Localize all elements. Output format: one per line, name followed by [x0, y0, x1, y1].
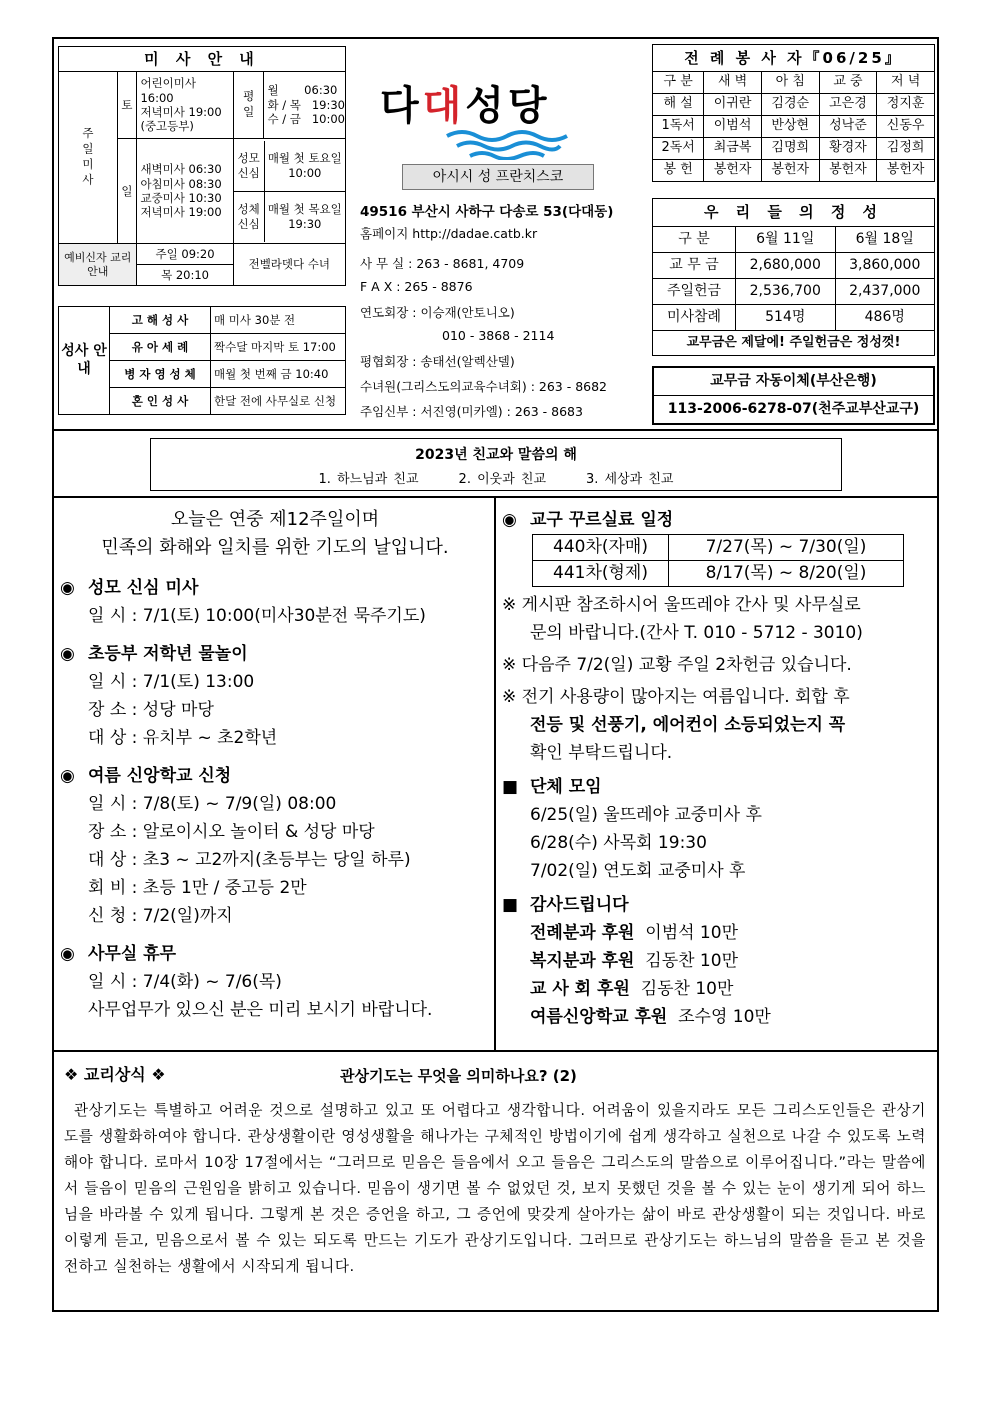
offerings-table — [652, 198, 935, 356]
sacrament-info: 한달 전에 사무실로 신청 — [211, 388, 346, 415]
right-announcements — [502, 506, 930, 1031]
catechism-subtitle: 관상기도는 무엇을 의미하나요? (2) — [340, 1067, 577, 1085]
parish-logo — [380, 66, 620, 136]
weekday-masses: 월 06:30 화 / 목 19:30 수 / 금 10:00 — [264, 72, 346, 139]
marian-label: 성모 신심 — [234, 141, 265, 192]
parish-address: 49516 부산시 사하구 다송로 53(다대동) — [360, 204, 614, 220]
patron-saint: 아시시 성 프란치스코 — [402, 164, 594, 190]
intro-line-2: 민족의 화해와 일치를 위한 기도의 날입니다. — [101, 537, 449, 558]
target-bullet-icon: ◉ — [60, 578, 75, 598]
announcement-line: 대 상 : 유치부 ~ 초2학년 — [88, 728, 278, 748]
announcement-line: 일 시 : 7/8(토) ~ 7/9(일) 08:00 — [88, 794, 337, 814]
saturday-masses: 어린이미사 16:00 저녁미사 19:00 (중고등부) — [137, 72, 233, 139]
section-title: 성모 신심 미사 — [88, 578, 199, 598]
notice-line: ※ 게시판 참조하시어 울뜨레야 간사 및 사무실로 — [502, 595, 861, 615]
logo-glyph: 대 — [422, 83, 466, 129]
announcement-line: 사무업무가 있으신 분은 미리 보시기 바랍니다. — [88, 1000, 433, 1020]
cursillo-table — [532, 534, 904, 587]
square-bullet-icon: ■ — [502, 895, 519, 915]
notice-line: ※ 전기 사용량이 많아지는 여름입니다. 회합 후 — [502, 687, 850, 707]
table-row: 440차(자매) 7/27(목) ~ 7/30(일) — [533, 535, 904, 561]
bank-transfer-box — [652, 366, 935, 425]
sunday-mass-label: 주일미사 — [59, 72, 118, 244]
square-bullet-icon: ■ — [502, 777, 519, 797]
sacrament-info: 매월 첫 번째 금 10:40 — [211, 361, 346, 388]
announcement-line: 장 소 : 알로이시오 놀이터 & 성당 마당 — [88, 822, 375, 842]
pastor-contact: 주임신부 : 서진영(미카엘) : 263 - 8683 — [360, 404, 583, 419]
group-meeting: 7/02(일) 연도회 교중미사 후 — [530, 861, 746, 881]
council-phone: 010 - 3868 - 2114 — [442, 328, 555, 343]
logo-glyph: 성 — [465, 83, 508, 129]
announcement-line: 일 시 : 7/1(토) 10:00(미사30분전 묵주기도) — [88, 606, 426, 626]
section-title: 감사드립니다 — [530, 895, 629, 915]
logo-glyph: 다 — [380, 83, 423, 129]
council-chair: 연도회장 : 이승재(안토니오) — [360, 305, 515, 320]
thanks-item: 여름신앙학교 후원 조수영 10만 — [530, 1007, 771, 1027]
offerings-title: 우 리 들 의 정 성 — [653, 199, 935, 227]
sisters-contact: 수녀원(그리스도의교육수녀회) : 263 - 8682 — [360, 379, 608, 394]
target-bullet-icon: ◉ — [60, 944, 75, 964]
sacrament-name: 혼 인 성 사 — [110, 388, 211, 415]
servers-header: 구 분 — [653, 72, 704, 94]
column-divider — [494, 496, 496, 1050]
sacrament-name: 유 아 세 례 — [110, 334, 211, 361]
section-title: 사무실 휴무 — [88, 944, 177, 964]
table-row: 441차(형제) 8/17(목) ~ 8/20(일) — [533, 561, 904, 587]
servers-header: 새 벽 — [704, 72, 762, 94]
announcement-line: 신 청 : 7/2(일)까지 — [88, 906, 233, 926]
divider — [52, 429, 939, 431]
sacraments-table — [58, 306, 346, 415]
offerings-header: 구 분 — [653, 227, 736, 253]
mass-title: 미 사 안 내 — [59, 47, 346, 72]
table-row: 봉 헌 봉헌자 봉헌자 봉헌자 봉헌자 — [653, 160, 935, 182]
catechumen-sun: 주일 09:20 — [137, 244, 233, 265]
saturday-label: 토 — [117, 72, 137, 139]
thanks-item: 전례분과 후원 이범석 10만 — [530, 923, 738, 943]
target-bullet-icon: ◉ — [60, 644, 75, 664]
wave-icon — [442, 128, 572, 160]
target-bullet-icon: ◉ — [60, 766, 75, 786]
sacrament-name: 병 자 영 성 체 — [110, 361, 211, 388]
announcement-line: 장 소 : 성당 마당 — [88, 700, 214, 720]
target-bullet-icon: ◉ — [502, 510, 517, 530]
section-title: 초등부 저학년 물놀이 — [88, 644, 248, 664]
office-phone: 사 무 실 : 263 - 8681, 4709 — [360, 256, 525, 271]
homepage-link[interactable]: 홈페이지 http://dadae.catb.kr — [360, 226, 538, 241]
eucharist-label: 성체 신심 — [234, 191, 265, 242]
marian-time: 매월 첫 토요일 10:00 — [264, 141, 345, 192]
sun-label: 일 — [117, 139, 137, 244]
liturgy-servers-table — [652, 44, 935, 182]
offerings-header: 6월 18일 — [835, 227, 935, 253]
fax-number: F A X : 265 - 8876 — [360, 279, 473, 294]
group-meeting: 6/28(수) 사목회 19:30 — [530, 833, 707, 853]
year-theme-items: 1. 하느님과 친교 2. 이웃과 친교 3. 세상과 친교 — [318, 472, 674, 487]
group-meeting: 6/25(일) 울뜨레야 교중미사 후 — [530, 805, 762, 825]
parish-name — [380, 74, 551, 131]
sacrament-info: 매 미사 30분 전 — [211, 307, 346, 334]
table-row: 해 설 이귀란 김경순 고은경 정지훈 — [653, 94, 935, 116]
offerings-note: 교무금은 제달에! 주일헌금은 정성껏! — [653, 331, 935, 356]
catechumen-teacher: 전벨라뎃다 수녀 — [233, 244, 345, 286]
lay-chair: 평협회장 : 송태선(알렉산델) — [360, 354, 515, 369]
bank-title: 교무금 자동이체(부산은행) — [654, 368, 933, 396]
section-title: 여름 신앙학교 신청 — [88, 766, 232, 786]
servers-header: 저 녁 — [877, 72, 935, 94]
sacrament-name: 고 해 성 사 — [110, 307, 211, 334]
announcement-line: 일 시 : 7/1(토) 13:00 — [88, 672, 255, 692]
table-row: 1독서 이범석 반상현 성낙준 신동우 — [653, 116, 935, 138]
catechumen-label: 예비신자 교리안내 — [59, 244, 137, 286]
thanks-item: 교 사 회 후원 김동찬 10만 — [530, 979, 734, 999]
table-row: 미사참례 514명 486명 — [653, 305, 935, 331]
left-announcements — [60, 506, 490, 1024]
notice-line: ※ 다음주 7/2(일) 교황 주일 2차헌금 있습니다. — [502, 655, 852, 675]
announcement-line: 일 시 : 7/4(화) ~ 7/6(목) — [88, 972, 282, 992]
year-theme-title: 2023년 친교와 말씀의 해 — [415, 447, 577, 463]
notice-line: 전등 및 선풍기, 에어컨이 소등되었는지 꼭 — [530, 715, 846, 735]
mass-schedule-table — [58, 46, 346, 286]
weekday-label: 평일 — [233, 72, 264, 139]
table-row: 주일헌금 2,536,700 2,437,000 — [653, 279, 935, 305]
logo-glyph: 당 — [507, 83, 551, 129]
table-row: 2독서 최금복 김명희 황경자 김정희 — [653, 138, 935, 160]
table-row: 교 무 금 2,680,000 3,860,000 — [653, 253, 935, 279]
servers-header: 교 중 — [819, 72, 877, 94]
servers-title: 전 례 봉 사 자『06/25』 — [653, 45, 935, 72]
sacrament-info: 짝수달 마지막 토 17:00 — [211, 334, 346, 361]
sunday-masses: 새벽미사 06:30 아침미사 08:30 교중미사 10:30 저녁미사 19:00 — [137, 139, 233, 244]
catechism-title: ❖ 교리상식 ❖ — [64, 1065, 166, 1084]
announcement-line: 대 상 : 초3 ~ 고2까지(초등부는 당일 하루) — [88, 850, 411, 870]
section-title: 단체 모임 — [530, 777, 602, 797]
notice-line: 확인 부탁드립니다. — [530, 743, 673, 763]
sacraments-label: 성사 안내 — [59, 307, 110, 415]
divider — [52, 1050, 939, 1052]
announcement-line: 회 비 : 초등 1만 / 중고등 2만 — [88, 878, 307, 898]
bank-account: 113-2006-6278-07(천주교부산교구) — [667, 401, 920, 417]
section-title: 교구 꾸르실료 일정 — [530, 510, 674, 530]
eucharist-time: 매월 첫 목요일 19:30 — [267, 202, 342, 231]
offerings-header: 6월 11일 — [736, 227, 836, 253]
catechumen-thu: 목 20:10 — [137, 265, 233, 286]
year-theme-box — [150, 438, 842, 491]
notice-line: 문의 바랍니다.(간사 T. 010 - 5712 - 3010) — [530, 623, 863, 643]
thanks-item: 복지분과 후원 김동찬 10만 — [530, 951, 738, 971]
catechism-body: 관상기도는 특별하고 어려운 것으로 설명하고 있고 또 어렵다고 생각합니다. 어려움이 있을지라도 모든 그리스도인들은 관상기도를 생활화하여야 합니다. 관상생활이란 영성생활을 해나가는 구체적인 방법이기에 쉽게 생각하고 실천으로 나갈 수 있도록 노력해야 합니다. 로마서 10장 17절에서는 “그러므로 믿음은 들음에서 오고 들음은 그리스도의 말씀으로 이루어집니다.”라는 말씀에서 들음이 믿음의 근원임을 밝히고 있습니다. 믿음이 생기면 볼 수 없었던 것, 보지 못했던 것을 볼 수 있는 눈이 생기게 되어 하느님을 바라볼 수 있게 됩니다. 그렇게 본 것은 증언을 하고, 그 증언에 맞갖게 살아가는 삶이 바로 관상생활이 되는 것입니다. 바로 이렇게 듣고, 믿음으로서 볼 수 있는 되도록 만드는 기도가 관상기도입니다. 그러므로 관상기도는 하느님의 말씀을 듣고 본 것을 전하고 실천하는 생활에서 시작되게 됩니다. — [64, 1102, 926, 1275]
intro-line-1: 오늘은 연중 제12주일이며 — [170, 509, 380, 530]
devotion-cell — [233, 139, 345, 244]
servers-header: 아 침 — [761, 72, 819, 94]
